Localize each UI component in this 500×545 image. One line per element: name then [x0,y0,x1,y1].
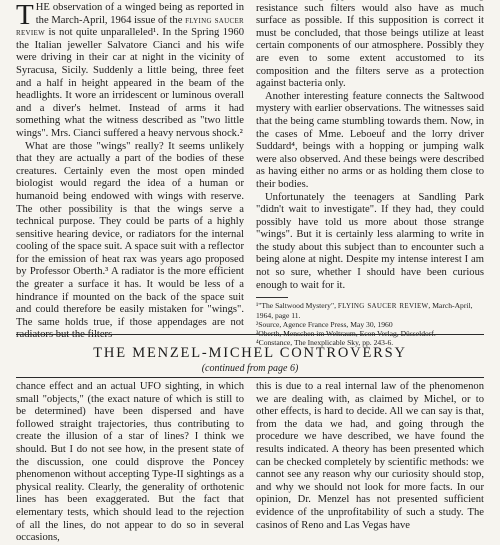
article-column-right [256,0,484,347]
paragraph: What are those "wings" really? It seems unlikely that they are actually a part of the bodies of these creatures. Certainly even the most open minded biologist would regard the idea of a human or humanoid being endowed with wings with reserve. The other possibility is that the wings serve a technical purpose. They could be parts of a highly sensitive hearing device, or radiators for the internal cooling of the space suit. A space suit with a reflector for the emission of heat rax was years ago proposed by Professor Oberth.³ A radiator is the more efficient the greater a surface it has. It would be less of a hindrance if mounted on the back of the space suit and could therefore be easily mistaken for "wings". The same holds true, if those appendages are not radiators but the filters [16,140,244,341]
section-subtitle: (continued from page 6) [201,363,299,374]
footnote-2: ²Source, Agence France Press, May 30, 1960 [256,320,393,330]
section-divider-bottom [16,377,484,378]
article-column-left [16,2,244,342]
paragraph: Another interesting feature connects the Saltwood mystery with earlier observations. The witnesses said that the being came stumbling towards them. Now, in the cases of Mme. Leboeuf and the lorry driver Suddard⁴, beings with a hopping or jumping walk were also observed. And these beings were described as having either no arms or as holding them close to their bodies. [256,90,484,190]
paragraph: THE observation of a winged being as reported in the March-April, 1964 issue of the flying saucer review is not quite unparalleled¹. In the Spring 1960 the Italian jeweller Salvatore Cianci and his wife were driving in their car at night in the vicinity of Syracusa, Sicily. Suddenly a little being, three feet and a half in height appeared in the beam of the headlights. It wore an irridescent or luminous overall and a diver's helmet. Instead of arms it had something what the witness described as "two little wings". Mrs. Cianci suffered a heavy nervous shock.² [16,0,245,139]
section-column-left [16,381,244,545]
drop-cap: T [16,0,34,31]
paragraph: chance effect and an actual UFO sighting, in which small "objects," (the exact nature of which is still to be determined) have been dispersed and have followed straight trajectories, thus contributing to create the illusion of a star of lines? I think we should. But I do not see how, in the present state of the discussion, one could disprove the Poncey phenomenon without accepting Type-II sightings as a physical reality. Clearly, the generality of orthotenic lines has been exaggerated. But the fact that elementary tests, which should lead to the rejection of all the lines, do not appear to do so in several occasions, [16,381,244,544]
footnotes [256,301,484,347]
paragraph: Unfortunately the teenagers at Sandling Park "didn't wait to investigate". If they had, they could possibly have told us more about those strange "wings". But it is certainly less alarming to write in the study about this subject than to encounter such a being alone at night. Despite my intense interest I am not so sure, whether I should have been curious enough to wait for it. [256,191,484,291]
footnote-4: ⁴Constance, The Inexplicable Sky, pp. 243-6. [256,338,394,348]
footnote-1: ¹"The Saltwood Mystery", flying saucer review, March-April, 1964, page 11. [256,301,473,321]
paragraph: resistance such filters would also have as much surface as possible. If this supposition is correct it must be concluded, that those beings utilize at least certain components of our atmosphere. Possibly they are even to some extent accustomed to its composition and the filters serve as a protection against bacteria only. [256,2,484,90]
section-divider-top [16,334,484,335]
footnote-3: ³Oberth, Menschen im Weltraum, Econ Verlag, Düsseldorf. [256,329,436,339]
section-column-right [256,381,484,532]
section-title: THE MENZEL-MICHEL CONTROVERSY [93,345,407,361]
paragraph: this is due to a real internal law of the phenomenon we are dealing with, as claimed by Michel, or to other effects, is hard to decide. All we can say is that, from the data we had, and going through the procedure we have described, we have found the results indicated. A theory has been presented which can be checked completely by scientific methods: we cannot see any reason why our curiosity should stop, and why we should not look for more facts. In our opinion, Dr. Menzel has not presented sufficient evidence of the unprofitability of such a study. The casinos of Reno and Las Vegas have [256,381,484,531]
magazine-name: flying saucer review [16,15,245,39]
footnote-rule [256,297,288,298]
